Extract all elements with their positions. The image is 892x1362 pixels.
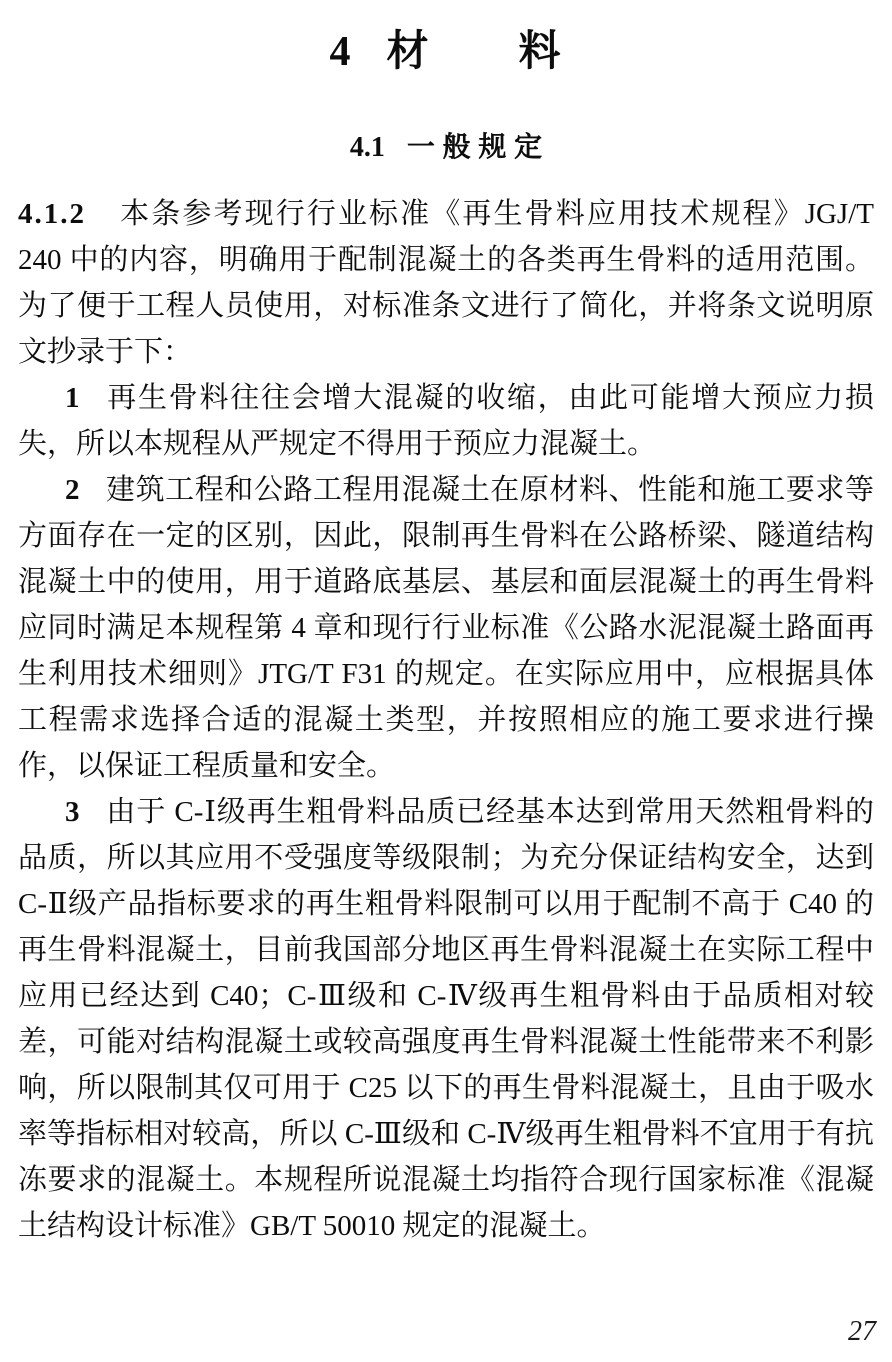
item-text-1: 再生骨料往往会增大混凝的收缩，由此可能增大预应力损失，所以本规程从严规定不得用于预应力混凝土。 <box>18 382 874 460</box>
item-number-2: 2 <box>65 474 80 506</box>
list-item-2 <box>18 467 874 789</box>
section-number: 4.1 <box>349 132 385 163</box>
section-heading <box>0 132 892 163</box>
body-content <box>0 191 892 1249</box>
chapter-title: 材 料 <box>386 29 563 75</box>
list-item-1 <box>18 375 874 467</box>
clause-paragraph <box>18 191 874 375</box>
clause-text: 本条参考现行行业标准《再生骨料应用技术规程》JGJ/T 240 中的内容，明确用于配制混凝土的各类再生骨料的适用范围。为了便于工程人员使用，对标准条文进行了简化，并将条文说明原文抄录于下： <box>18 198 874 368</box>
chapter-number: 4 <box>329 29 353 75</box>
page-number: 27 <box>848 1316 876 1347</box>
list-item-3 <box>18 789 874 1249</box>
item-text-3: 由于 C-Ⅰ级再生粗骨料品质已经基本达到常用天然粗骨料的品质，所以其应用不受强度等级限制；为充分保证结构安全，达到 C-Ⅱ级产品指标要求的再生粗骨料限制可以用于配制不高于 C40 的再生骨料混凝土，目前我国部分地区再生骨料混凝土在实际工程中应用已经达到 C40；C-Ⅲ级和 C-Ⅳ级再生粗骨料由于品质相对较差，可能对结构混凝土或较高强度再生骨料混凝土性能带来不利影响，所以限制其仅可用于 C25 以下的再生骨料混凝土，且由于吸水率等指标相对较高，所以 C-Ⅲ级和 C-Ⅳ级再生粗骨料不宜用于有抗冻要求的混凝土。本规程所说混凝土均指符合现行国家标准《混凝土结构设计标准》GB/T 50010 规定的混凝土。 <box>18 796 874 1242</box>
section-title: 一 般 规 定 <box>406 131 543 162</box>
clause-number: 4.1.2 <box>18 198 86 230</box>
chapter-heading <box>0 30 892 74</box>
item-number-1: 1 <box>65 382 80 414</box>
item-text-2: 建筑工程和公路工程用混凝土在原材料、性能和施工要求等方面存在一定的区别，因此，限制再生骨料在公路桥梁、隧道结构混凝土中的使用，用于道路底基层、基层和面层混凝土的再生骨料应同时满足本规程第 4 章和现行行业标准《公路水泥混凝土路面再生利用技术细则》JTG/T F31 的规定。在实际应用中，应根据具体工程需求选择合适的混凝土类型，并按照相应的施工要求进行操作，以保证工程质量和安全。 <box>18 474 874 782</box>
item-number-3: 3 <box>65 796 80 828</box>
